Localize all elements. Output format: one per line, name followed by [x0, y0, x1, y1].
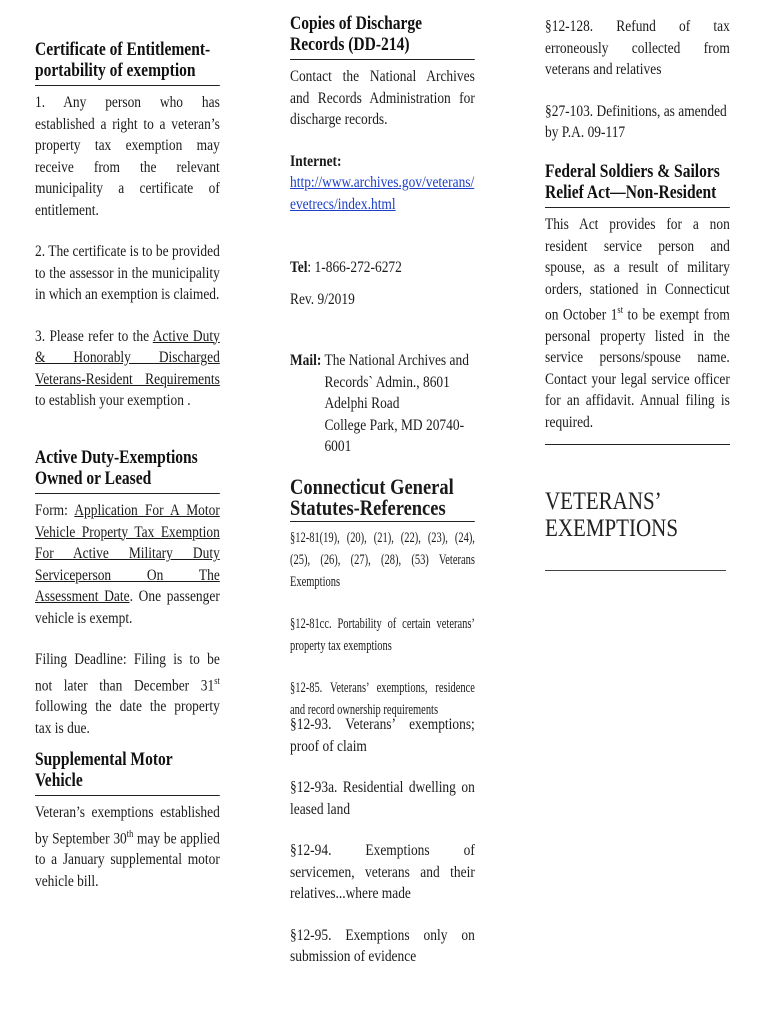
certificate-paragraph-2: 2. The certificate is to be provided to the assessor in the municipality in which an exemption is claimed.: [35, 243, 220, 303]
internet-label: Internet:: [290, 152, 342, 170]
veterans-exemptions-title: VETERANS’ EXEMPTIONS: [545, 488, 679, 542]
statute-ref: §12-95. Exemptions only on submission of evidence: [290, 926, 475, 965]
statute-ref: §12-94. Exemptions of servicemen, veterans and their relatives...where made: [290, 842, 475, 902]
statute-ref: §12-81(19), (20), (21), (22), (23), (24), (25), (26), (27), (28), (53) Veterans Exemptions: [290, 530, 475, 590]
revision-date: Rev. 9/2019: [290, 290, 355, 308]
active-duty-form-text: Form: Application For A Motor Vehicle Property Tax Exemption For Active Military Duty Serviceperson On The Assessment Date. One passenger vehicle is exempt.: [35, 502, 220, 627]
certificate-heading: Certificate of Entitlement-portability of exemption: [35, 40, 220, 86]
statute-ref: §12-81cc. Portability of certain veterans’ property tax exemptions: [290, 616, 475, 654]
statute-ref-list: [290, 527, 475, 721]
section-certificate: [35, 40, 220, 412]
section-copies: [290, 14, 475, 310]
archives-link[interactable]: http://www.archives.gov/veterans/evetrecs/index.html: [290, 174, 475, 213]
mail-label: Mail:: [290, 352, 322, 369]
statute-ref: §12-93a. Residential dwelling on leased land: [290, 779, 475, 818]
section-supplemental: [35, 750, 220, 892]
divider-rule: [545, 444, 730, 445]
copies-heading: Copies of Discharge Records (DD-214): [290, 14, 475, 60]
brochure-title: [545, 488, 730, 542]
statute-ref-27-103: §27-103. Definitions, as amended by P.A. 09-117: [545, 102, 727, 141]
certificate-paragraph-1: 1. Any person who has established a right to a veteran’s property tax exemption may receive from the relevant municipality a certificate of entitlement.: [35, 94, 220, 219]
filing-deadline-text: Filing Deadline: Filing is to be not later than December 31st following the date the property tax is due.: [35, 651, 220, 737]
statute-ref: §12-85. Veterans’ exemptions, residence and record ownership requirements: [290, 680, 475, 718]
section-statutes: [290, 476, 475, 522]
supplemental-heading: Supplemental Motor Vehicle: [35, 750, 220, 796]
mail-address: Mail: The National Archives and Records` Admin., 8601 Adelphi Road College Park, MD 20740- 6001: [290, 352, 469, 455]
motor-vehicle-exemption-form-link[interactable]: Application For A Motor Vehicle Property Tax Exemption For Active Military Duty Serviceperson On The Assessment Date: [35, 502, 220, 605]
copies-text: Contact the National Archives and Records Administration for discharge records.: [290, 68, 475, 128]
statute-ref: §12-93. Veterans’ exemptions; proof of claim: [290, 716, 475, 755]
active-duty-heading: Active Duty-Exemptions Owned or Leased: [35, 448, 220, 494]
certificate-paragraph-3: 3. Please refer to the Active Duty & Honorably Discharged Veterans-Resident Requirements to establish your exemption .: [35, 327, 220, 409]
active-duty-requirements-link[interactable]: Active Duty & Honorably Discharged Veterans-Resident Requirements: [35, 327, 220, 388]
signature-line: [545, 570, 726, 571]
internet-url[interactable]: [290, 172, 475, 215]
section-federal: [545, 162, 730, 433]
section-mail: [290, 350, 475, 458]
supplemental-text: Veteran’s exemptions established by September 30th may be applied to a January supplemental motor vehicle bill.: [35, 804, 220, 890]
federal-text: This Act provides for a non resident service person and spouse, as a result of military orders, stationed in Connecticut on October 1st to be exempt from personal property listed in the service persons/spouse name. Contact your legal service officer for an affidavit. Annual filing is required.: [545, 216, 730, 431]
section-refunds: [545, 16, 730, 144]
statute-ref-12-128: §12-128. Refund of tax erroneously collected from veterans and relatives: [545, 18, 730, 78]
statute-ref-list-2: [290, 714, 475, 968]
section-active-duty: [35, 448, 220, 739]
telephone: Tel: 1-866-272-6272: [290, 259, 402, 276]
statutes-heading: Connecticut General Statutes-References: [290, 476, 475, 522]
federal-heading: Federal Soldiers & Sailors Relief Act—Non-Resident: [545, 162, 730, 208]
